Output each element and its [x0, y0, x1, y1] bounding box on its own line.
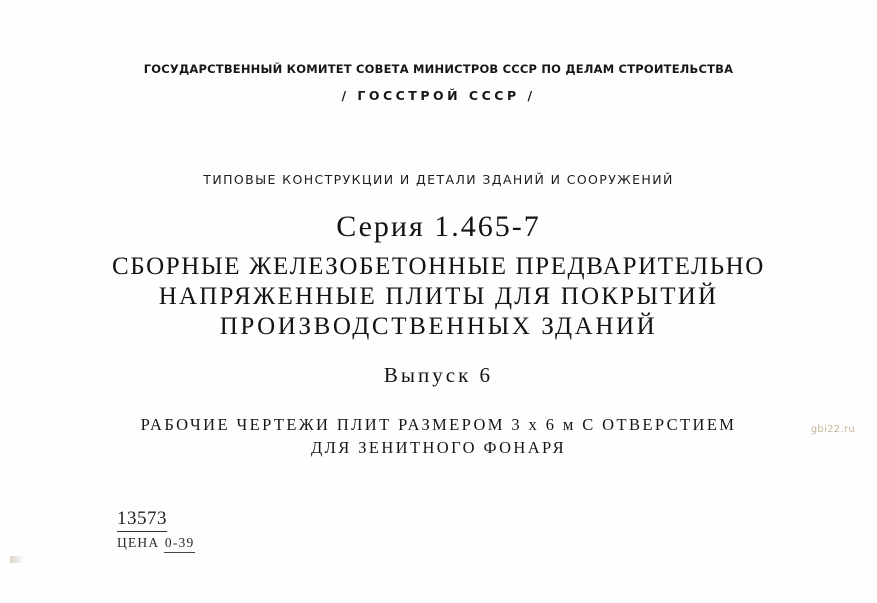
title-line-2: НАПРЯЖЕННЫЕ ПЛИТЫ ДЛЯ ПОКРЫТИЙ	[158, 283, 719, 310]
document-title	[0, 252, 877, 342]
description-line-2: ДЛЯ ЗЕНИТНОГО ФОНАРЯ	[311, 438, 566, 457]
price-label: ЦЕНА	[117, 535, 160, 550]
document-description	[0, 413, 877, 459]
organization-block	[0, 62, 877, 103]
title-line-1: СБОРНЫЕ ЖЕЛЕЗОБЕТОННЫЕ ПРЕДВАРИТЕЛЬНО	[112, 253, 765, 280]
scan-artifact	[10, 556, 24, 563]
price-value: 0-39	[164, 535, 196, 553]
price-line	[117, 535, 195, 553]
title-line-3: ПРОИЗВОДСТВЕННЫХ ЗДАНИЙ	[219, 313, 658, 340]
catalog-code-block	[117, 508, 195, 553]
organization-name: ГОСУДАРСТВЕННЫЙ КОМИТЕТ СОВЕТА МИНИСТРОВ СССР ПО ДЕЛАМ СТРОИТЕЛЬСТВА	[143, 62, 734, 76]
organization-abbreviation: / ГОССТРОЙ СССР /	[341, 88, 536, 103]
description-line-1: РАБОЧИЕ ЧЕРТЕЖИ ПЛИТ РАЗМЕРОМ 3 х 6 м С ОТВЕРСТИЕМ	[140, 415, 737, 434]
series-designation: Серия 1.465-7	[336, 210, 541, 243]
watermark-text: gbi22.ru	[810, 424, 855, 435]
issue-number: Выпуск 6	[383, 363, 494, 387]
catalog-number: 13573	[117, 508, 167, 532]
document-subtitle: ТИПОВЫЕ КОНСТРУКЦИИ И ДЕТАЛИ ЗДАНИЙ И СООРУЖЕНИЙ	[203, 172, 674, 187]
